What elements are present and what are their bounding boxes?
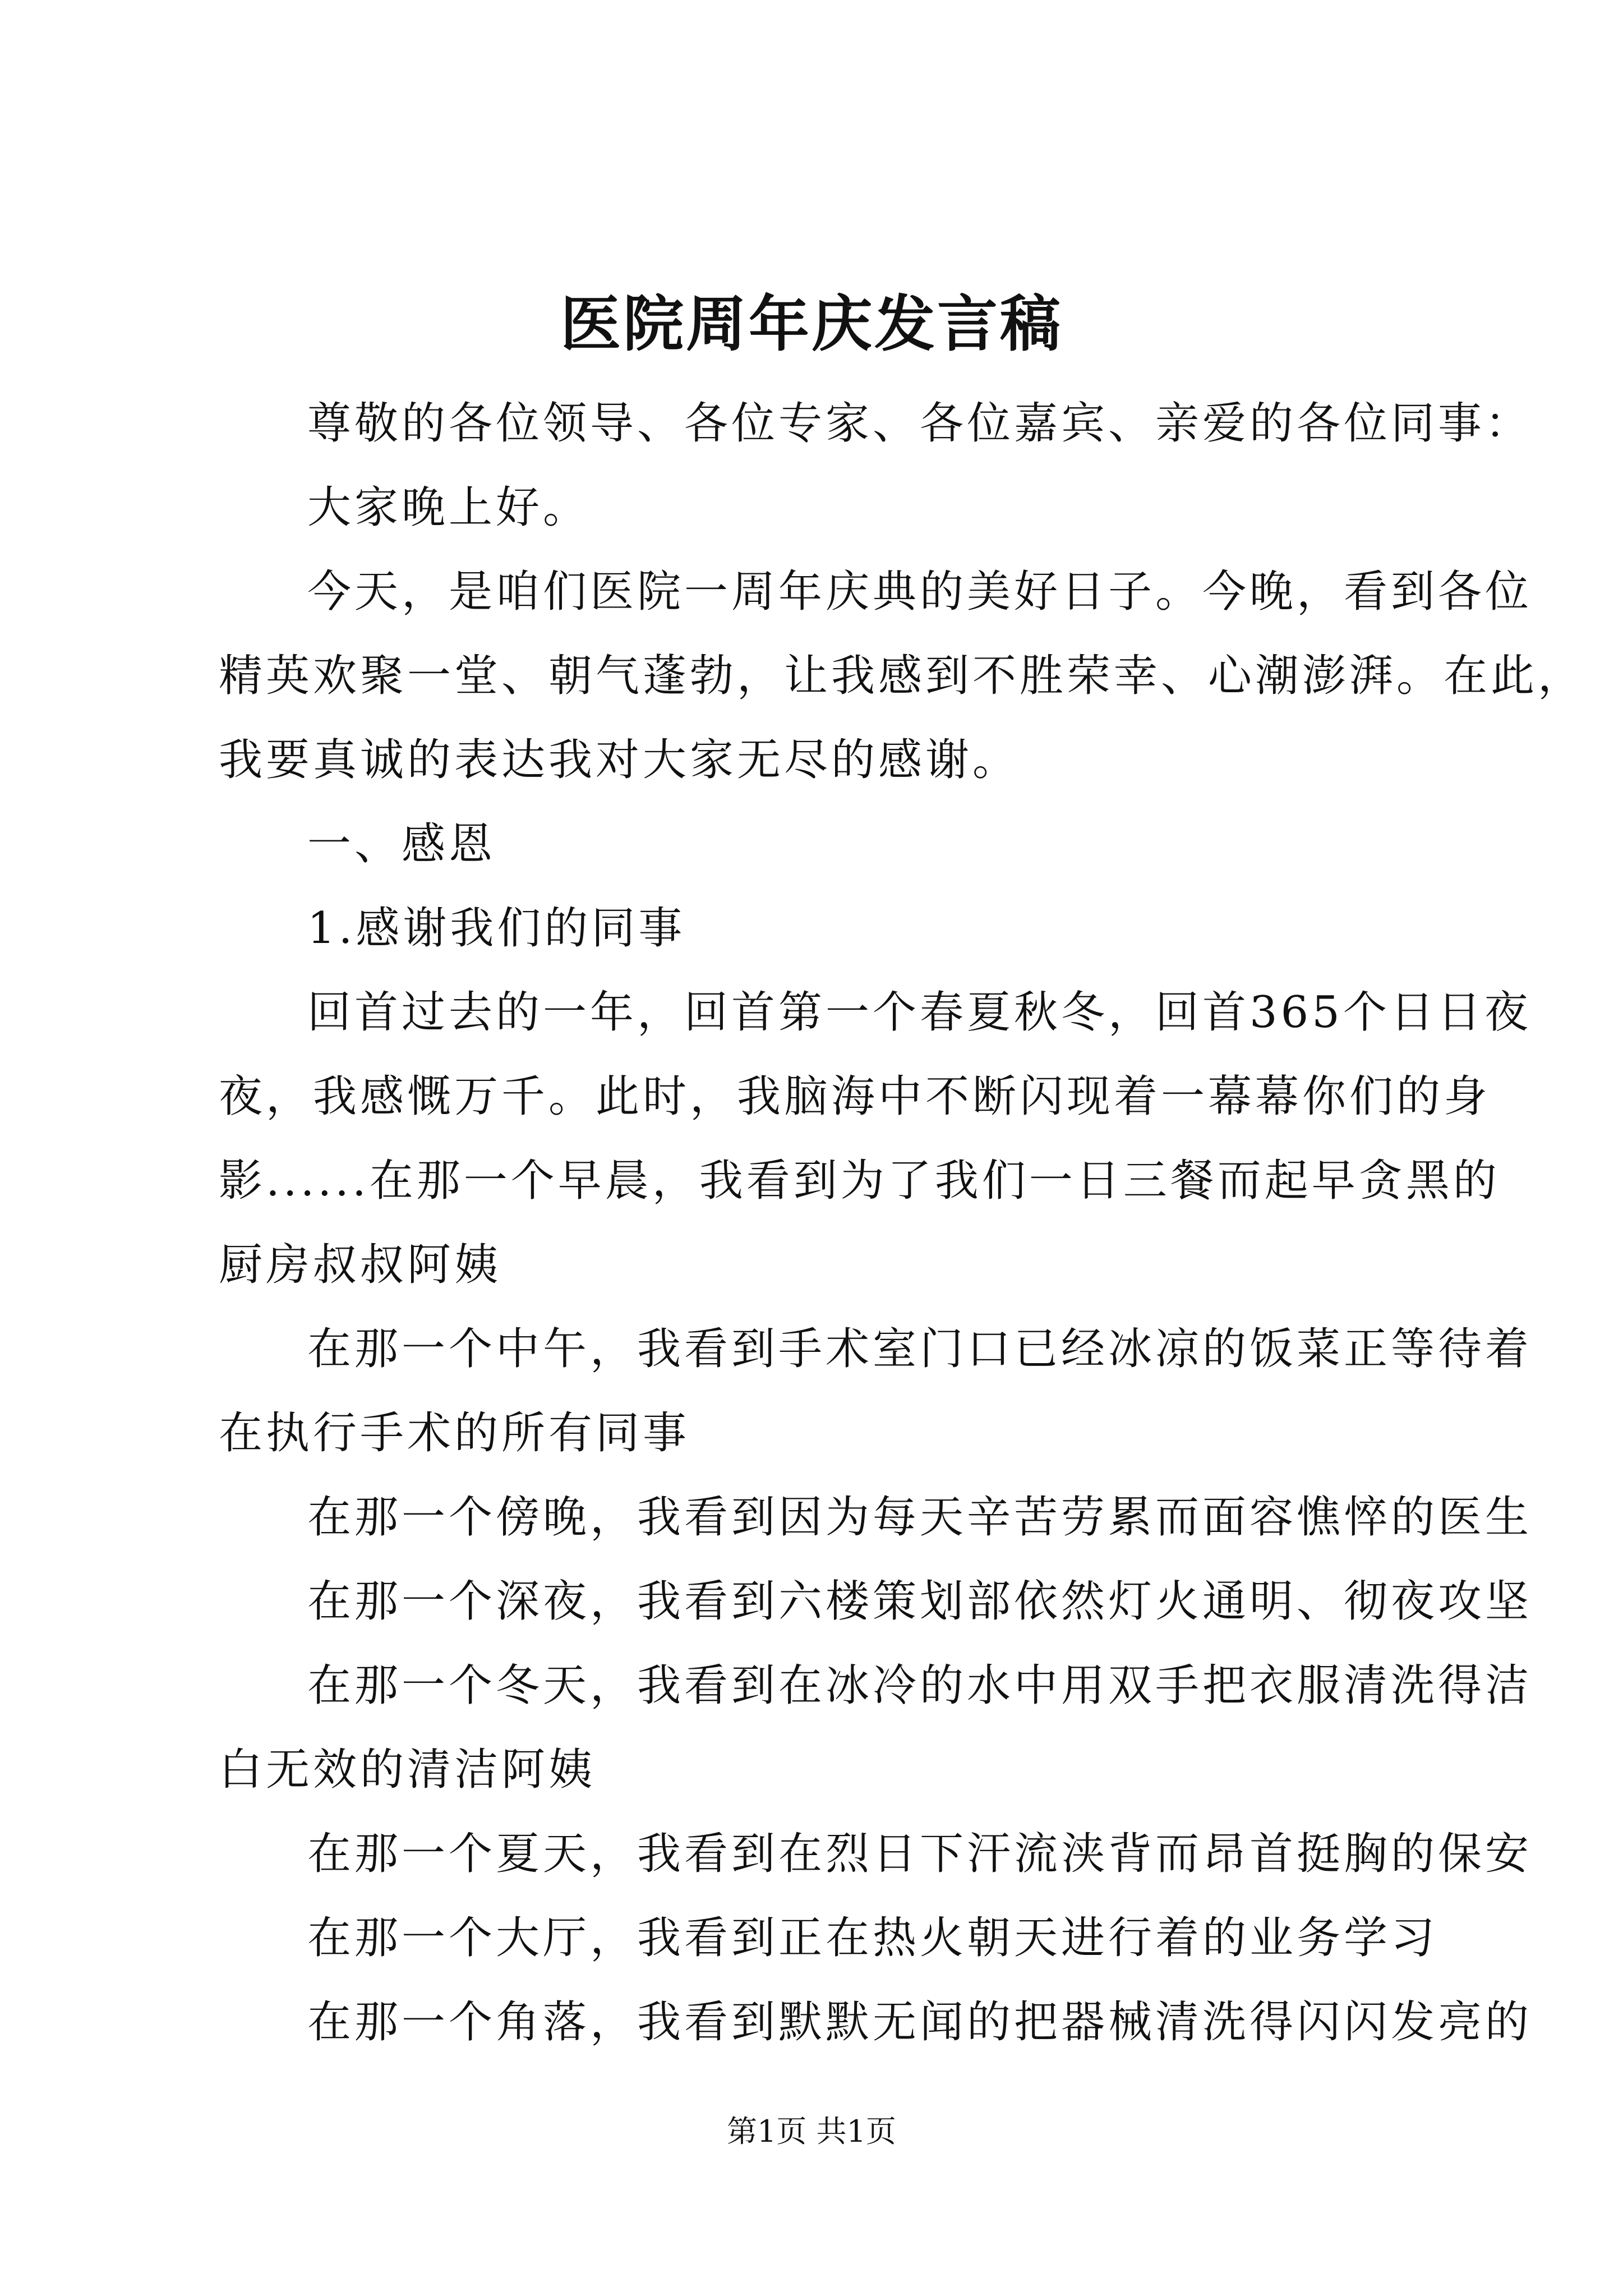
subsection-heading: 1.感谢我们的同事 [307, 903, 686, 954]
paragraph-line: 我要真诚的表达我对大家无尽的感谢。 [219, 735, 1020, 785]
page-number: 第1页 共1页 [727, 2114, 896, 2149]
paragraph-line: 在那一个冬天，我看到在冰冷的水中用双手把衣服清洗得洁 [307, 1660, 1533, 1711]
paragraph-line: 在那一个深夜，我看到六楼策划部依然灯火通明、彻夜攻坚 [307, 1576, 1533, 1627]
paragraph-line: 精英欢聚一堂、朝气蓬勃，让我感到不胜荣幸、心潮澎湃。在此， [219, 651, 1585, 701]
paragraph-line: 在那一个角落，我看到默默无闻的把器械清洗得闪闪发亮的 [307, 1997, 1533, 2047]
paragraph-line: 影......在那一个早晨，我看到为了我们一日三餐而起早贪黑的 [219, 1156, 1500, 1206]
salutation-line: 尊敬的各位领导、各位专家、各位嘉宾、亲爱的各位同事： [307, 398, 1533, 449]
document-title: 医院周年庆发言稿 [560, 289, 1063, 360]
paragraph-line: 在那一个夏天，我看到在烈日下汗流浃背而昂首挺胸的保安 [307, 1829, 1533, 1879]
paragraph-line: 在那一个傍晚，我看到因为每天辛苦劳累而面容憔悴的医生 [307, 1492, 1533, 1543]
paragraph-line: 回首过去的一年，回首第一个春夏秋冬，回首365个日日夜 [307, 987, 1532, 1038]
paragraph-line: 白无效的清洁阿姨 [219, 1745, 596, 1795]
paragraph-line: 今天，是咱们医院一周年庆典的美好日子。今晚，看到各位 [307, 567, 1533, 617]
section-heading: 一、感恩 [307, 819, 496, 869]
greeting-line: 大家晚上好。 [307, 482, 591, 533]
paragraph-line: 厨房叔叔阿姨 [219, 1240, 502, 1290]
paragraph-line: 在执行手术的所有同事 [219, 1408, 690, 1458]
paragraph-line: 在那一个大厅，我看到正在热火朝天进行着的业务学习 [307, 1913, 1438, 1963]
paragraph-line: 夜，我感慨万千。此时，我脑海中不断闪现着一幕幕你们的身 [219, 1071, 1491, 1122]
paragraph-line: 在那一个中午，我看到手术室门口已经冰凉的饭菜正等待着 [307, 1324, 1533, 1374]
document-body [219, 381, 1585, 2064]
